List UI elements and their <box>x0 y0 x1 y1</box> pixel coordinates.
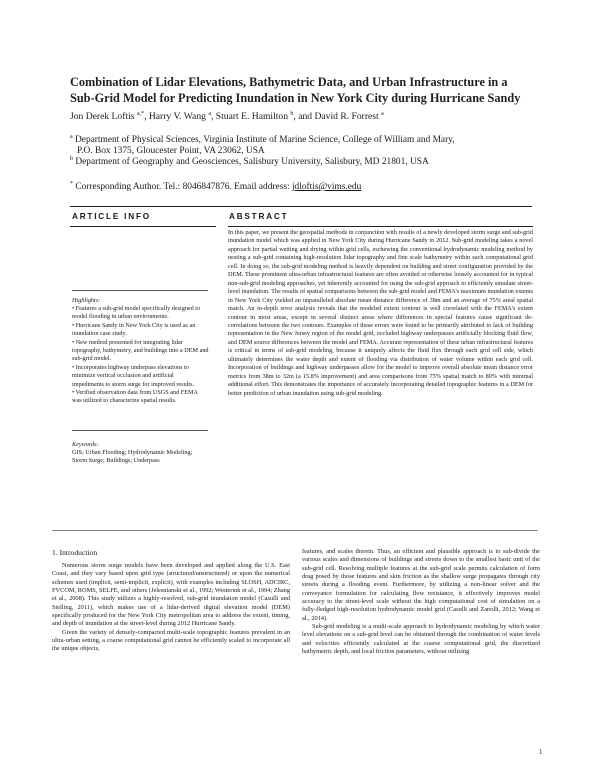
email-link[interactable]: jdloftis@vims.edu <box>291 182 362 193</box>
body-paragraph: features, and scales therein. Thus, an efficient and plausible approach is to sub-divide the various scales and dimensions of buildings and streets down to the smallest basic unit of the sub-grid cell. Resolving multiple features at the sub-grid scale permits calculation of form drag posed by those features and skin friction as the shallow surge propagates through city streets during a flooding event. Furthermore, by utilizing a non-linear solver and the conveyance formulation for calculating flow resistance, it effectively improves model accuracy to the street-level scale without the high computational cost of simulation on a fully-fledged high-resolution hydrodynamic model grid (Casulli and Zanolli, 2012; Wang et al., 2014). <box>302 548 540 622</box>
author-name: Jon Derek Loftis <box>70 111 135 123</box>
highlight-item: • Hurricane Sandy in New York City is used as an inundation case study. <box>72 321 196 338</box>
affiliation-superscript: a <box>70 134 73 140</box>
author-separator: , <box>211 111 216 123</box>
abstract-text: In this paper, we present the geospatial methods in conjunction with results of a newly developed storm surge and sub-grid inundation model which was applied in New York City during Hurricane Sandy in 2012. Sub-grid modeling takes a novel approach for partial wetting and drying within grid cells, eschewing the conventional hydrodynamic modeling method by nesting a sub-grid containing high-resolution lidar topography and fine scale bathymetry within each computational grid cell. In doing so, the sub-grid modeling method is heavily dependent on building and street configuration provided by the DEM. These prominent ultra-urban infrastructural features are often avoided or otherwise loosely accounted for in typical non-sub-grid modeling approaches, yet inherently accounted for using the sub-grid approach to efficiently simulate street-level inundation. The results of spatial comparisons between the sub-grid model and FEMA's maximum inundation extents in New York City yielded an unparalleled absolute mean distance difference of 38m and an average of 75% areal spatial match. An in-depth error analysis reveals that the modeled extent contour is well correlated with the FEMA's extent contour in most areas, except in several distinct areas where differences in special features cause significant de-correlations between the two contours. Examples of these errors were found to be primarily attributed to lack of building representation in the New Jersey region of the model grid, occluded highway underpasses artificially blocking fluid flow, and DEM source differences between the model and FEMA. Accurate representation of these urban infrastructural features is critical in terms of sub-grid modeling, because it uniquely affects the fluid flux through each grid cell side, which ultimately determines the water depth and extent of flooding via distribution of water volume within each grid cell. Incorporation of buildings and highway underpasses allow for the model to improve overall absolute mean distance error metrics from 38m to 32m (a 15.8% improvement) and area comparisons from 75% spatial match to 80% with minimal additional effort. This demonstrates the importance of accurately incorporating detailed topographic features in a DEM for better prediction of urban inundation using sub-grid modeling. <box>228 229 533 397</box>
article-info-rule <box>70 226 216 227</box>
keywords-text: GIS; Urban Flooding; Hydrodynamic Modeling; Storm Surge; Buildings; Underpass <box>72 449 193 465</box>
author-superscript: a,* <box>136 111 145 117</box>
author-separator: , <box>144 111 149 123</box>
highlight-item: • Incorporates highway underpass elevations to minimize vertical occlusion and artificial impediments to storm surge for improved results. <box>72 363 195 388</box>
abstract-heading: ABSTRACT <box>229 212 289 221</box>
title-line-1: Combination of Lidar Elevations, Bathymetric Data, and Urban Infrastructure in a <box>70 75 508 89</box>
keywords-label: Keywords: <box>72 441 99 448</box>
affiliation-superscript: b <box>70 156 73 162</box>
corresponding-superscript: * <box>70 181 73 187</box>
body-paragraph: Given the variety of densely-compacted multi-scale topographic features prevalent in an ultra-urban setting, a coarse computational grid cannot be efficiently scaled to incorporate all the unique objects, <box>52 628 290 653</box>
highlight-item: • New method presented for integrating lidar topography, bathymetry, and buildings into a DEM and sub-grid model. <box>72 338 209 363</box>
affiliation-line: Department of Physical Sciences, Virginia Institute of Marine Science, College of William and Mary, <box>75 135 455 146</box>
paper-title <box>70 74 530 106</box>
body-paragraph: Sub-grid modeling is a multi-scale approach to hydrodynamic modeling by which water level elevations on a sub-grid level can be obtained through the combination of water levels and velocities efficiently calculated at the coarse computational grid, the discretized bathymetric depth, and local friction parameters, without utilizing <box>302 623 540 656</box>
highlights-label: Highlights: <box>72 297 101 304</box>
corresponding-author <box>70 181 540 192</box>
abstract-rule <box>228 226 533 227</box>
highlight-item: • Features a sub-grid model specifically designed to model flooding in urban environments. <box>72 305 201 321</box>
introduction-heading: 1. Introduction <box>52 548 98 557</box>
author-name: Stuart E. Hamilton <box>215 111 289 123</box>
highlights-rule-bottom <box>72 430 208 431</box>
author-list <box>70 111 540 122</box>
affiliation-line: Department of Geography and Geosciences, Salisbury University, Salisbury, MD 21801, USA <box>75 157 429 168</box>
author-name: Harry V. Wang <box>148 111 206 123</box>
body-rule <box>52 530 538 531</box>
author-superscript: b <box>290 111 294 117</box>
author-separator: , and <box>293 111 315 123</box>
page-number: 1 <box>539 748 543 756</box>
body-paragraph: Numerous storm surge models have been developed and applied along the U.S. East Coast, and they vary based upon grid type (structured/unstructured) or upon the numerical schemes used (implicit, semi-implicit, explicit), with examples including SLOSH, ADCIRC, FVCOM, ROMS, SELFE, and others (Jelesnianski et al., 1992; Westerink et al., 1994; Zhang et al., 2008). This study utilizes a highly-resolved, sub-grid inundation model (Casulli and Stelling, 2011), which makes use of a lidar-derived digital elevation model (DEM) specifically produced for the New York City metropolitan area to address the extent, timing, and depth of inundation at the street-level during 2012 Hurricane Sandy. <box>52 562 290 628</box>
affiliation-line: P.O. Box 1375, Gloucester Point, VA 23062, USA <box>77 146 265 157</box>
body-column-left <box>52 562 290 654</box>
author-name: David R. Forrest <box>314 111 379 123</box>
affiliation-b <box>70 154 550 168</box>
highlights-rule-top <box>72 290 208 291</box>
author-superscript: a <box>208 111 211 117</box>
body-column-right <box>302 548 540 656</box>
header-rule <box>70 206 532 207</box>
title-line-2: Sub-Grid Model for Predicting Inundation in New York City during Hurricane Sandy <box>70 91 521 105</box>
article-info-heading: ARTICLE INFO <box>72 212 151 221</box>
author-superscript: a <box>381 111 384 117</box>
highlight-item: • Verified observation data from USGS and FEMA was utilized to characterize spatial results. <box>72 389 198 405</box>
corresponding-text: Corresponding Author. Tel.: 8046847876. Email address: <box>73 182 292 193</box>
